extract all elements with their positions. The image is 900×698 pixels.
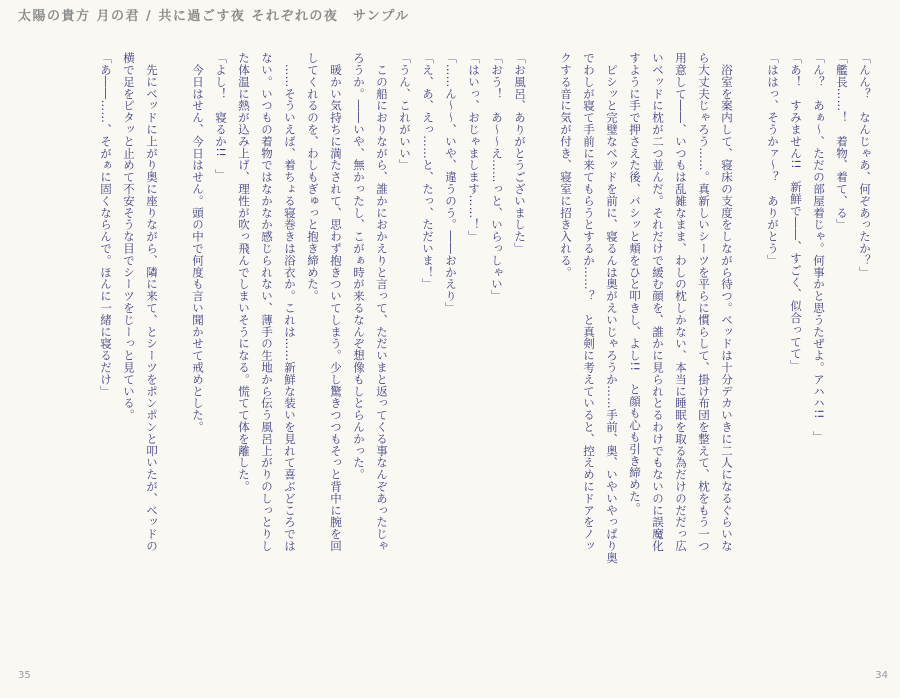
page-header-title: 太陽の貴方 月の君 / 共に過ごす夜 それぞれの夜 サンプル [18,9,410,24]
paragraph-break [163,52,186,642]
page-number-right: 34 [875,670,888,681]
text-column: ろうか。――いや、無かったし、こがぁ時が来るなんぞ想像もしとらんかった。 [352,52,366,481]
text-column: 今日はせん、今日はせん。頭の中で何度も言い聞かせて戒めとした。 [191,52,205,433]
paragraph-break [531,52,554,642]
text-column: た体温に熱が込み上げ、理性が吹っ飛んでしまいそうになる。慌てて体を離した。 [237,52,251,493]
text-column: 「お風呂、ありがとうございました」 [513,52,527,255]
text-column: 「……ん～～、いや、違うのう。――おかえり」 [444,52,458,314]
text-column: 「おう！ あ～～え……っと、いらっしゃい」 [490,52,504,302]
text-column: 「あ――……、そがぁに固くならんで。ほんに一緒に寝るだけ」 [99,52,113,398]
vertical-text-body [18,52,876,642]
page-number-left: 35 [18,670,31,681]
text-column: 「んん？ なんじゃあ、何ぞあったか？」 [858,52,872,279]
text-column: ……そういえば、着ちょる寝巻きは浴衣か。これは……新鮮な装いを見れて喜ぶどころでは [283,52,297,552]
text-column: 用意して――、いつもは乱雑なまま、わしの枕しかない、本当に睡眠を取る為だけのだだっ広 [674,52,688,552]
text-column: 暖かい気持ちに満たされて、思わず抱きついてしまう。少し驚きつつもそっと背中に腕を回 [329,52,343,552]
text-column: ピシッと完璧なベッドを前に、寝るんは奥がえいじゃろうか……手前、奥、いやいやっぱり奥 [605,52,619,564]
text-column: ら大丈夫じゃろう……。真新しいシーツを平らに慣らして、掛け布団を整えて、枕をもう一つ [697,52,711,552]
text-column: ない。いつもの着物ではなかなか感じられない、薄手の生地から伝う風呂上がりのしっとりし [260,52,274,552]
text-column: 「あ！ すみません!! 新鮮で――、すごく、似合ってて」 [789,52,803,372]
text-column: 「うん、これがいい」 [398,52,412,171]
text-column: クする音に気が付き、寝室に招き入れる。 [559,52,573,279]
text-column: 「え、あ、えっ……と、たっ、ただいま！」 [421,52,435,290]
text-column: 「はいっ、おじゃまします……！」 [467,52,481,243]
text-column: 「艦長……！ 着物、着て、る」 [835,52,849,231]
text-column: すように手で押さえた後、バシッと頬をひと叩きし、よし!! と顔も心も引き締めた。 [628,52,642,515]
text-column: この船におりながら、誰かにおかえりと言って、ただいまと返ってくる事なんぞあったじゃ [375,52,389,552]
text-column: 先にベッドに上がり奥に座りながら、隣に来て、とシーツをポンポンと叩いたが、ベッドの [145,52,159,552]
text-column: 横で足をピタッと止めて不安そうな目でシーツをじーっと見ている。 [122,52,136,421]
text-column: いベッドに枕が二つ並んだ。それだけで緩む顔を、誰かに見られとるわけでもないのに誤魔化 [651,52,665,552]
text-column: 「ん？ あぁ～、ただの部屋着じゃ。何事かと思うたぜよ。アハハ!! 」 [812,52,826,443]
text-column: 浴室を案内して、寝床の支度をしながら待つ。ベッドは十分デカいきに二人になるぐらいな [720,52,734,552]
text-column: でわしが寝て手前に来てもらうとするか……？ と真剣に考えていると、控えめにドアをノッ [582,52,596,552]
paragraph-break [738,52,761,642]
text-column: 「ははっ、そうかァ～？ ありがとう」 [766,52,780,267]
text-column: 「よし！ 寝るか!! 」 [214,52,228,182]
text-column: してくれるのを、わしもぎゅっと抱き締めた。 [306,52,320,302]
